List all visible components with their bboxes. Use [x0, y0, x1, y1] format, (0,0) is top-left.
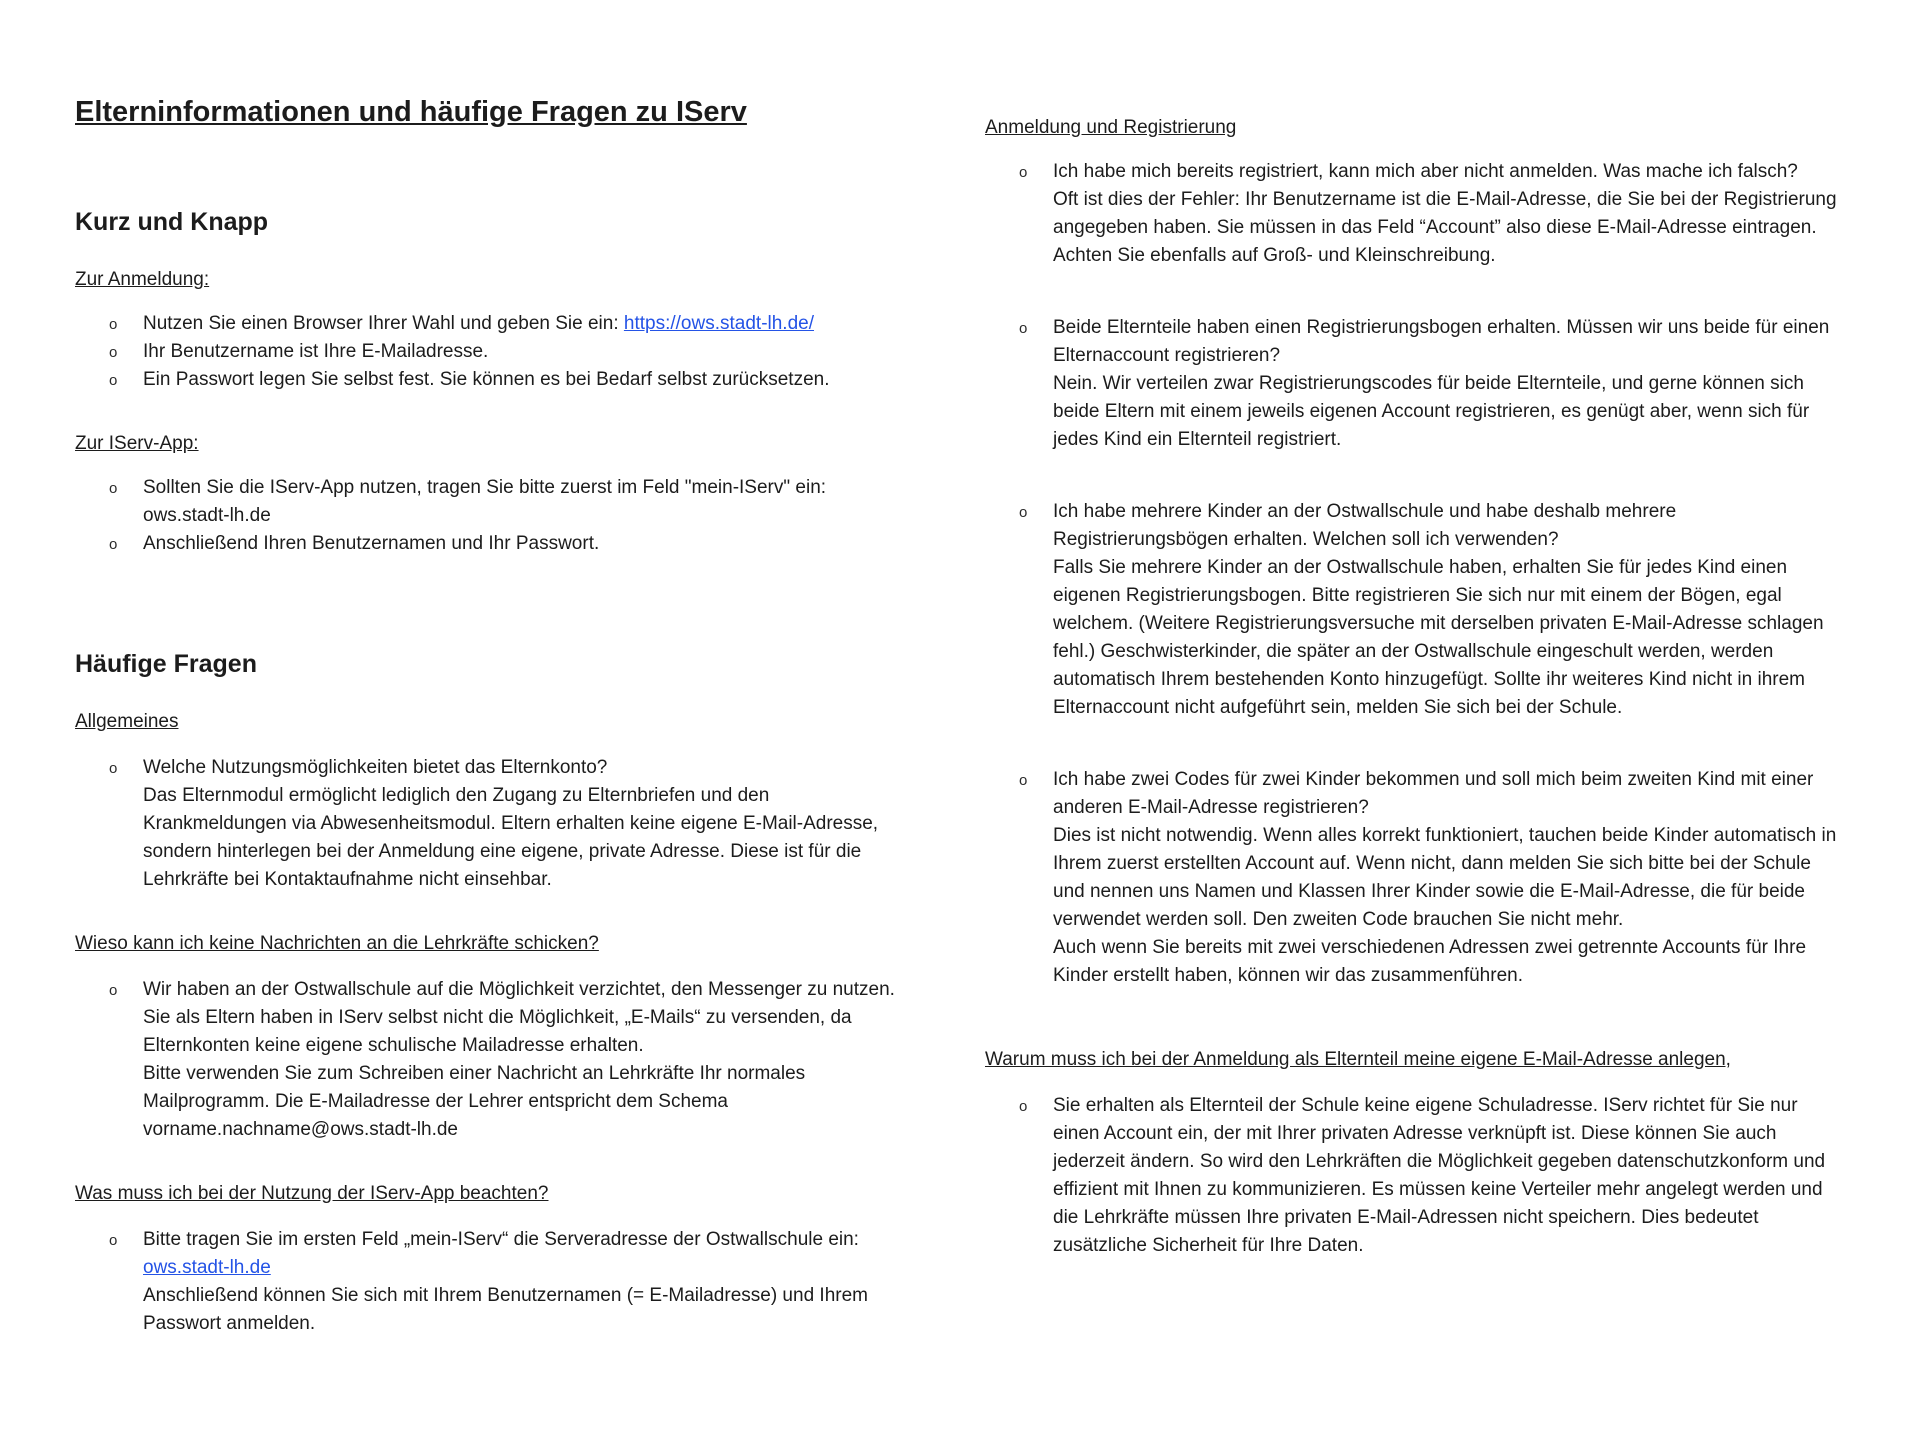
- faq-question: o Ich habe zwei Codes für zwei Kinder bekommen und soll mich beim zweiten Kind mit einer anderen E-Mail-Adresse registrieren?: [1053, 769, 1814, 818]
- list-item: [143, 530, 917, 558]
- faq-answer: Bitte verwenden Sie zum Schreiben einer Nachricht an Lehrkräfte Ihr normales Mailprogramm. Die E-Mailadresse der Lehrer entspricht dem Schema: [143, 1063, 806, 1112]
- bullet-text: Anschließend können Sie sich mit Ihrem Benutzernamen (= E-Mailadresse) und Ihrem Passwort anmelden.: [143, 1285, 868, 1334]
- list-item: [1053, 1092, 1837, 1260]
- document-title: Elterninformationen und häufige Fragen zu IServ: [75, 96, 747, 128]
- bullet-text: Ein Passwort legen Sie selbst fest. Sie können es bei Bedarf selbst zurücksetzen.: [143, 369, 830, 390]
- bullet-text: o Sollten Sie die IServ-App nutzen, tragen Sie bitte zuerst im Feld "mein-IServ" ein:: [143, 477, 827, 498]
- warum-faq-list: [985, 1092, 1837, 1260]
- teacher-email-schema: vorname.nachname@ows.stadt-lh.de: [143, 1119, 459, 1140]
- subheading-allgemeines: Allgemeines: [75, 711, 179, 732]
- bullet-text: Ihr Benutzername ist Ihre E-Mailadresse.: [143, 341, 489, 362]
- anmeldung-bullet-list: [75, 310, 917, 394]
- list-item: [143, 338, 917, 366]
- server-address-link[interactable]: ows.stadt-lh.de: [143, 1257, 271, 1278]
- iserv-app-bullet-list: [75, 474, 917, 558]
- list-item: [1053, 314, 1837, 454]
- right-column: [985, 114, 1837, 1260]
- bullet-text: Nutzen Sie einen Browser Ihrer Wahl und geben Sie ein:: [143, 313, 624, 334]
- list-item: [143, 366, 917, 394]
- section-heading-kurz-und-knapp: Kurz und Knapp: [75, 208, 269, 236]
- list-item: [1053, 498, 1837, 722]
- faq-answer: Falls Sie mehrere Kinder an der Ostwallschule haben, erhalten Sie für jedes Kind einen eigenen Registrierungsbogen. Bitte registrieren Sie sich nur mit einem der Bögen, egal welchem. (Weitere Registrierungsversuche mit derselben privaten E-Mail-Adresse schlagen fehl.) Geschwisterkinder, die später an der Ostwallschule eingeschult werden, werden automatisch Ihrem bestehenden Konto hinzugefügt. Sollte ihr weiteres Kind nicht in ihrem Elternaccount nicht aufgeführt sein, melden Sie sich bei der Schule.: [1053, 557, 1824, 718]
- list-item: [143, 1226, 917, 1338]
- registrierung-faq-list: [985, 158, 1837, 990]
- faq-question: o Beide Elternteile haben einen Registrierungsbogen erhalten. Müssen wir uns beide für einen Elternaccount registrieren?: [1053, 317, 1830, 366]
- faq-answer: Auch wenn Sie bereits mit zwei verschiedenen Adressen zwei getrennte Accounts für Ihre Kinder erstellt haben, können wir das zusammenführen.: [1053, 937, 1807, 986]
- faq-answer: Dies ist nicht notwendig. Wenn alles korrekt funktioniert, tauchen beide Kinder automatisch in Ihrem zuerst erstellten Account auf. Wenn nicht, dann melden Sie sich bitte bei der Schule und nennen uns Namen und Klassen Ihrer Kinder sowie die E-Mail-Adresse, die für beide verwendet werden soll. Den zweiten Code brauchen Sie nicht mehr.: [1053, 825, 1837, 930]
- section-heading-haeufige-fragen: Häufige Fragen: [75, 650, 257, 678]
- subheading-anmeldung-registrierung: Anmeldung und Registrierung: [985, 117, 1237, 138]
- list-item: [143, 976, 917, 1144]
- nachrichten-bullet-list: [75, 976, 917, 1144]
- list-item: [143, 754, 917, 894]
- bullet-text: o Bitte tragen Sie im ersten Feld „mein-IServ“ die Serveradresse der Ostwallschule ein:: [143, 1229, 859, 1250]
- iserv-url-link[interactable]: https://ows.stadt-lh.de/: [623, 313, 814, 334]
- list-item: [143, 474, 917, 530]
- faq-question: o Welche Nutzungsmöglichkeiten bietet das Elternkonto?: [143, 757, 608, 778]
- subheading-nachrichten: Wieso kann ich keine Nachrichten an die Lehrkräfte schicken?: [75, 933, 599, 954]
- faq-answer: Das Elternmodul ermöglicht lediglich den Zugang zu Elternbriefen und den Krankmeldungen via Abwesenheitsmodul. Eltern erhalten keine eigene E-Mail-Adresse, sondern hinterlegen bei der Anmeldung eine eigene, private Adresse. Diese ist für die Lehrkräfte bei Kontaktaufnahme nicht einsehbar.: [143, 785, 879, 890]
- faq-answer: Wir haben an der Ostwallschule auf die Möglichkeit verzichtet, den Messenger zu nutzen. Sie als Eltern haben in IServ selbst nicht die Möglichkeit, „E-Mails“ zu versenden, da Elternkonten keine eigene schulische Mailadresse erhalten.: [143, 979, 895, 1056]
- faq-question: o Ich habe mehrere Kinder an der Ostwallschule und habe deshalb mehrere Registrierungsbögen erhalten. Welchen soll ich verwenden?: [1053, 501, 1677, 550]
- subheading-zur-iserv-app: Zur IServ-App:: [75, 433, 199, 454]
- subheading-app-nutzung: Was muss ich bei der Nutzung der IServ-App beachten?: [75, 1183, 549, 1204]
- list-item: [1053, 158, 1837, 270]
- list-item: [143, 310, 917, 338]
- allgemeines-bullet-list: [75, 754, 917, 894]
- faq-question: o Ich habe mich bereits registriert, kann mich aber nicht anmelden. Was mache ich falsch?: [1053, 161, 1798, 182]
- app-nutzung-bullet-list: [75, 1226, 917, 1338]
- server-address-text: ows.stadt-lh.de: [143, 505, 271, 526]
- bullet-text: Anschließend Ihren Benutzernamen und Ihr Passwort.: [143, 533, 600, 554]
- faq-answer: Nein. Wir verteilen zwar Registrierungscodes für beide Elternteile, und gerne können sich beide Eltern mit einem jeweils eigenen Account registrieren, es genügt aber, wenn sich für jedes Kind ein Elternteil registriert.: [1053, 373, 1810, 450]
- subheading-zur-anmeldung: Zur Anmeldung:: [75, 269, 210, 290]
- faq-answer: Oft ist dies der Fehler: Ihr Benutzername ist die E-Mail-Adresse, die Sie bei der Registrierung angegeben haben. Sie müssen in das Feld “Account” also diese E-Mail-Adresse eintragen. Achten Sie ebenfalls auf Groß- und Kleinschreibung.: [1053, 189, 1837, 266]
- subheading-warum-eigene-email: Warum muss ich bei der Anmeldung als Elternteil meine eigene E-Mail-Adresse anlegen,: [985, 1049, 1731, 1070]
- faq-answer: Sie erhalten als Elternteil der Schule keine eigene Schuladresse. IServ richtet für Sie nur einen Account ein, der mit Ihrer privaten Adresse verknüpft ist. Diese können Sie auch jederzeit ändern. So wird den Lehrkräften die Möglichkeit gegeben datenschutzkonform und effizient mit Ihnen zu kommunizieren. Es müssen keine Verteiler mehr angelegt werden und die Lehrkräfte müssen Ihre privaten E-Mail-Adressen nicht speichern. Dies bedeutet zusätzliche Sicherheit für Ihre Daten.: [1053, 1095, 1826, 1256]
- left-column: [75, 94, 917, 1338]
- list-item: [1053, 766, 1837, 990]
